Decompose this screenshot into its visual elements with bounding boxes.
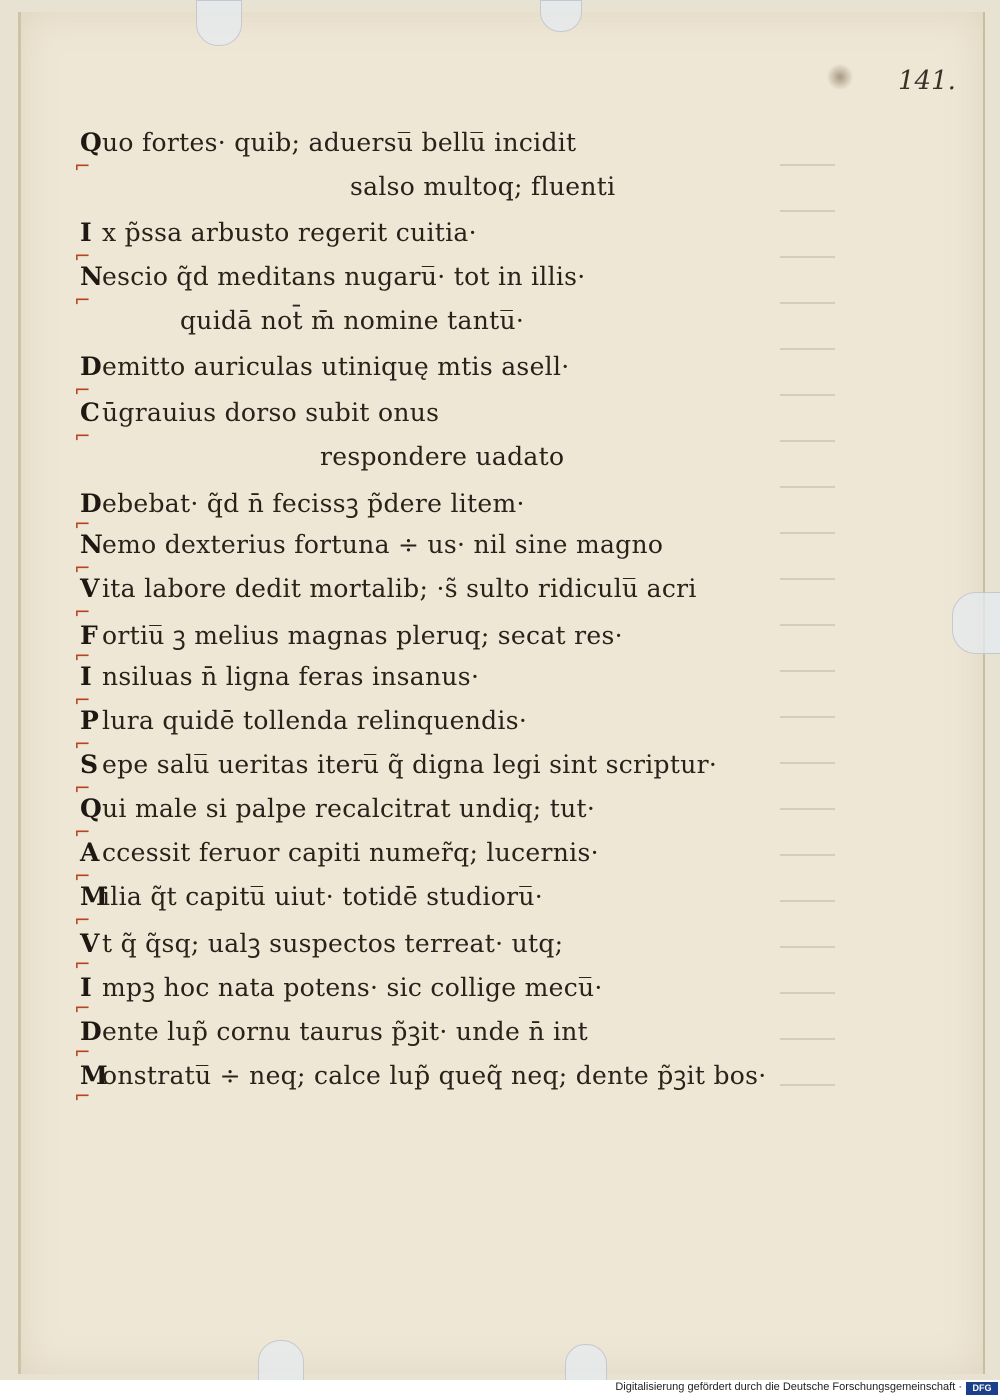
rubric-mark: ⌐: [74, 600, 91, 624]
line-text: epe salu̅ ueritas iteru̅ q̃ digna legi sint scriptur·: [102, 750, 718, 779]
rubric-mark: ⌐: [74, 556, 91, 580]
line-text: salso multoq; fluenti: [350, 172, 616, 201]
text-line: [80, 750, 717, 779]
line-initial: S: [80, 750, 99, 779]
text-line: [80, 662, 479, 691]
line-initial: Q: [80, 794, 103, 823]
text-line: [350, 172, 615, 201]
rubric-mark: ⌐: [74, 864, 91, 888]
line-text: ccessit feruor capiti numer̃q; lucernis·: [102, 838, 599, 867]
text-line: [80, 218, 477, 247]
line-text: ebebat· q̃d n̄ fecissꝫ p̃dere litem·: [102, 489, 525, 518]
line-initial: I: [80, 973, 92, 1002]
text-line: [80, 794, 595, 823]
text-line: [80, 530, 663, 559]
line-text: escio q̃d meditans nugaru̅· tot in illis·: [102, 262, 586, 291]
line-initial: I: [80, 662, 92, 691]
line-text: quidā not̄ m̄ nomine tantu̅·: [180, 306, 525, 335]
line-initial: D: [80, 352, 102, 381]
line-initial: A: [80, 838, 100, 867]
rubric-mark: ⌐: [74, 688, 91, 712]
line-text: uo fortes· quib; aduersu̅ bellu̅ incidit: [102, 128, 577, 157]
glass-clip-bottom-right: [565, 1344, 607, 1382]
line-initial: P: [80, 706, 100, 735]
glass-clip-right: [952, 592, 1000, 654]
line-initial: V: [80, 574, 100, 603]
rubric-mark: ⌐: [74, 1040, 91, 1064]
line-initial: Q: [80, 128, 103, 157]
text-line: [80, 926, 563, 960]
line-initial: F: [80, 621, 99, 650]
text-line: [80, 882, 543, 911]
credit-bar: [0, 1380, 1000, 1397]
line-text: emo dexterius fortuna ÷ us· nil sine magno: [102, 530, 664, 559]
rubric-mark: ⌐: [74, 154, 91, 178]
rubric-mark: ⌐: [74, 952, 91, 976]
text-line: [80, 970, 603, 1004]
rubric-mark: ⌐: [74, 244, 91, 268]
line-text: mpꝫ hoc nata potens· sic collige mecu̅·: [102, 973, 603, 1002]
folio-number: 141.: [898, 66, 956, 96]
line-text: ita labore dedit mortalib; ·s̃ sulto ridiculu̅ acri: [102, 574, 697, 603]
line-initial: M: [80, 882, 108, 911]
text-line: [80, 618, 623, 652]
rubric-mark: ⌐: [74, 1084, 91, 1108]
text-line: [80, 128, 576, 157]
line-initial: D: [80, 489, 102, 518]
credit-text: Digitalisierung gefördert durch die Deutsche Forschungsgemeinschaft ·: [615, 1381, 962, 1393]
glass-clip-bottom-left: [258, 1340, 304, 1382]
line-text: x p̃ssa arbusto regerit cuitia·: [102, 218, 477, 247]
text-line: [80, 398, 439, 427]
line-text: ente lup̃ cornu taurus p̃ꝫit· unde n̄ int: [102, 1017, 589, 1046]
text-line: [80, 262, 586, 291]
glass-clip-top-left: [196, 0, 242, 46]
line-text: ilia q̃t capitu̅ uiut· totidē studioru̅·: [102, 882, 543, 911]
line-initial: N: [80, 262, 104, 291]
rubric-mark: ⌐: [74, 820, 91, 844]
rubric-mark: ⌐: [74, 996, 91, 1020]
line-text: ūgrauius dorso subit onus: [102, 398, 440, 427]
text-line: [80, 486, 525, 520]
line-initial: N: [80, 530, 104, 559]
line-text: nsiluas n̄ ligna feras insanus·: [102, 662, 480, 691]
line-text: respondere uadato: [320, 442, 565, 471]
rubric-mark: ⌐: [74, 644, 91, 668]
text-line: [180, 306, 524, 335]
rubric-mark: ⌐: [74, 776, 91, 800]
text-line: [80, 838, 599, 867]
line-text: ortiu̅ ꝫ melius magnas pleruq; secat res·: [102, 621, 623, 650]
text-line: [320, 442, 564, 471]
line-initial: V: [80, 929, 100, 958]
rubric-mark: ⌐: [74, 288, 91, 312]
line-text: onstratu̅ ÷ neq; calce lup̃ queq̃ neq; dente p̃ꝫit bos·: [102, 1061, 767, 1090]
text-line: [80, 574, 697, 603]
text-line: [80, 352, 570, 381]
line-text: ui male si palpe recalcitrat undiq; tut·: [102, 794, 596, 823]
text-line: [80, 706, 527, 735]
show-through-text: [780, 130, 840, 1090]
line-text: emitto auriculas utiniquę mtis asell·: [102, 352, 570, 381]
line-initial: C: [80, 398, 101, 427]
line-initial: D: [80, 1017, 102, 1046]
text-line: [80, 1014, 588, 1048]
rubric-mark: ⌐: [74, 512, 91, 536]
text-line: [80, 1058, 767, 1092]
line-initial: M: [80, 1061, 108, 1090]
dfg-logo: DFG: [966, 1382, 998, 1395]
line-initial: I: [80, 218, 92, 247]
line-text: t q̃ q̃sq; ualꝫ suspectos terreat· utq;: [102, 929, 564, 958]
rubric-mark: ⌐: [74, 732, 91, 756]
rubric-mark: ⌐: [74, 908, 91, 932]
rubric-mark: ⌐: [74, 424, 91, 448]
rubric-mark: ⌐: [74, 378, 91, 402]
line-text: lura quidē tollenda relinquendis·: [102, 706, 528, 735]
